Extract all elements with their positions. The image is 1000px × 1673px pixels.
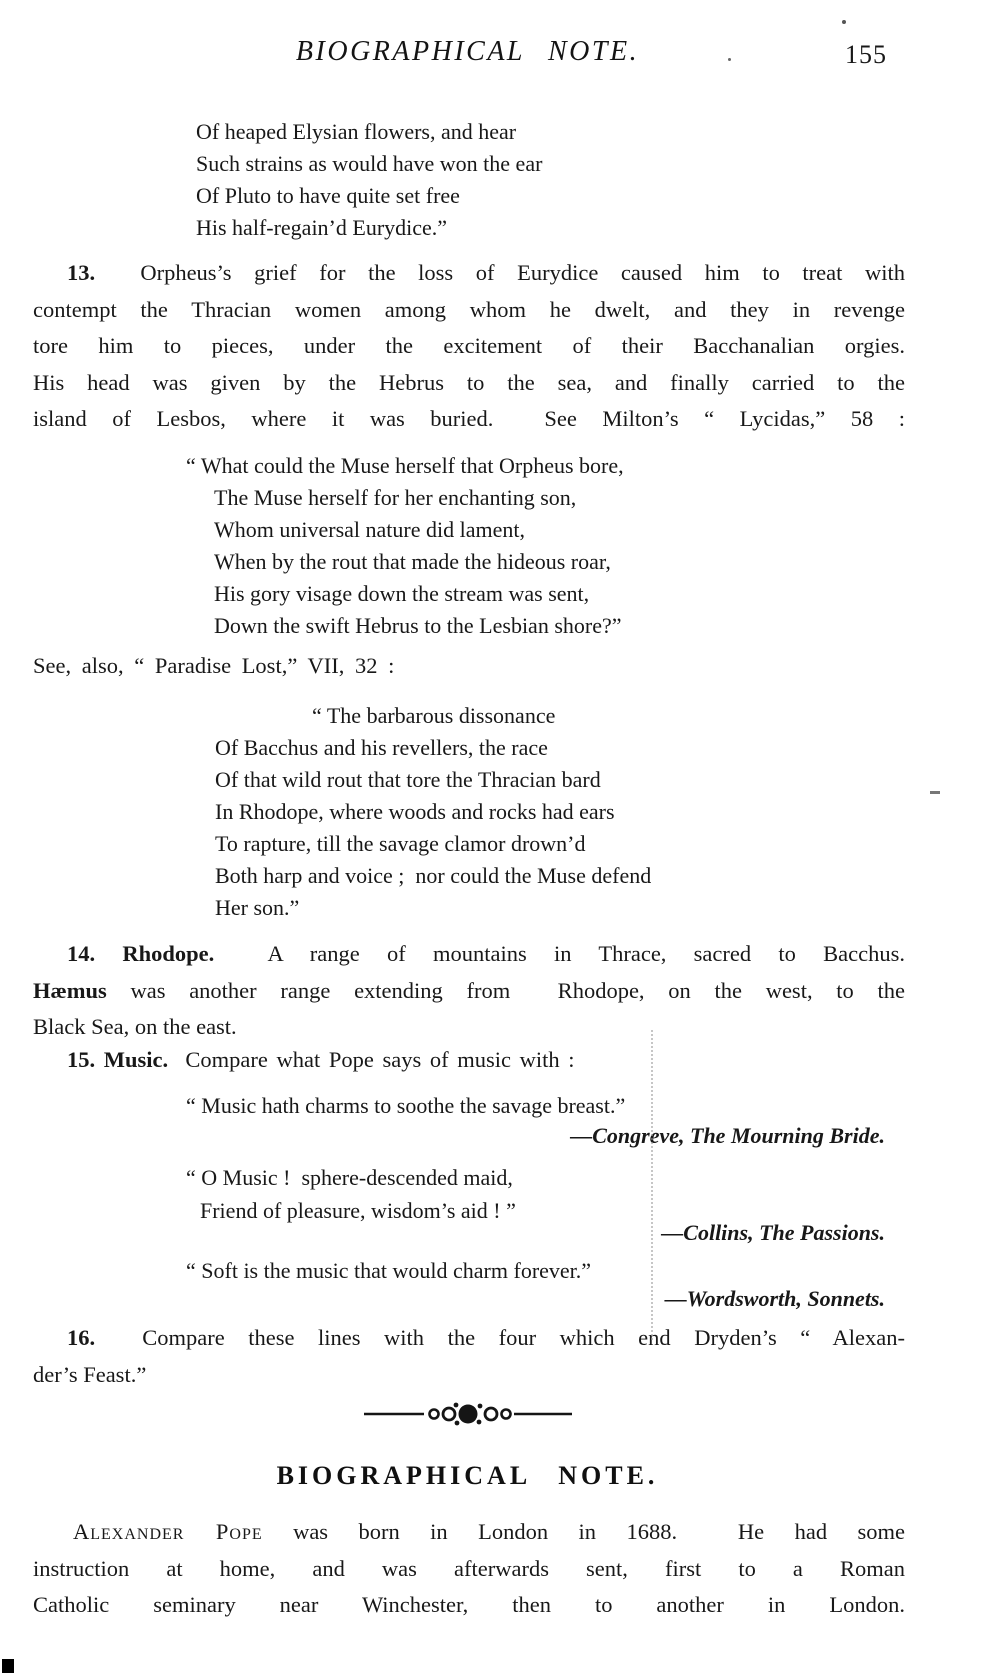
page-number: 155 [845, 40, 887, 69]
text-line: instruction at home, and was afterwards sent, first to a Roman [33, 1555, 905, 1581]
ornament-divider-icon [362, 1400, 574, 1428]
attribution-collins: —Collins, The Passions. [661, 1220, 885, 1245]
see-also-line: See, also, “ Paradise Lost,” VII, 32 : [33, 653, 395, 678]
text-line: Her son.” [215, 895, 300, 920]
note-14-paragraph [33, 936, 905, 1046]
text-line: 16. Compare these lines with the four which end Dryden’s “ Alexan- [67, 1325, 905, 1350]
bio-paragraph [33, 1514, 905, 1624]
running-head-title: BIOGRAPHICAL NOTE. [295, 36, 640, 67]
verse-elysian [196, 116, 542, 244]
text-line: “ What could the Muse herself that Orpheus bore, [186, 453, 624, 478]
attribution-wordsworth: —Wordsworth, Sonnets. [664, 1286, 885, 1311]
text-line: His head was given by the Hebrus to the sea, and finally carried to the [33, 369, 905, 395]
text-line: Such strains as would have won the ear [196, 151, 543, 176]
text-line: tore him to pieces, under the excitement of their Bacchanalian orgies. [33, 333, 905, 358]
text-line: Of Pluto to have quite set free [196, 183, 460, 208]
scan-fold-line [651, 1030, 653, 1340]
verse-paradise-lost [215, 700, 651, 924]
text-line: Hæmus was another range extending from Rhodope, on the west, to the [33, 977, 905, 1003]
text-line: contempt the Thracian women among whom he dwelt, and they in revenge [33, 296, 905, 322]
text-line: Both harp and voice ; nor could the Muse defend [215, 863, 652, 888]
text-line: Of that wild rout that tore the Thracian bard [215, 767, 601, 792]
text-line: “ Music hath charms to soothe the savage breast.” [186, 1093, 626, 1118]
section-heading: BIOGRAPHICAL NOTE. [276, 1461, 659, 1490]
ornament-divider [0, 1400, 935, 1433]
quote-wordsworth [186, 1254, 591, 1287]
text-line: Friend of pleasure, wisdom’s aid ! ” [200, 1198, 516, 1223]
text-line: der’s Feast.” [33, 1361, 147, 1387]
text-line: His half-regain’d Eurydice.” [196, 215, 448, 240]
text-line: Of heaped Elysian flowers, and hear [196, 119, 517, 144]
scan-speck-title [728, 58, 731, 61]
text-line: 13. Orpheus’s grief for the loss of Eurydice caused him to treat with [67, 260, 905, 285]
text-line: Alexander Pope was born in London in 1688. He had some [73, 1519, 906, 1544]
scan-mark-bottom-left [2, 1659, 14, 1673]
text-line: When by the rout that made the hideous roar, [214, 549, 611, 574]
text-line: island of Lesbos, where it was buried. See Milton’s “ Lycidas,” 58 : [33, 406, 905, 431]
text-line: “ O Music ! sphere-descended maid, [186, 1165, 513, 1190]
scan-speck-top [842, 20, 846, 24]
text-line: The Muse herself for her enchanting son, [214, 485, 577, 510]
note-15-paragraph [33, 1042, 905, 1079]
text-line: To rapture, till the savage clamor drown’d [215, 831, 586, 856]
note-13-paragraph [33, 255, 905, 438]
scan-dash-right [930, 791, 940, 794]
text-line: 14. Rhodope. A range of mountains in Thrace, sacred to Bacchus. [67, 941, 905, 966]
attribution-congreve: —Congreve, The Mourning Bride. [570, 1123, 885, 1148]
text-line: Black Sea, on the east. [33, 1014, 237, 1039]
text-line: Of Bacchus and his revellers, the race [215, 735, 548, 760]
text-line: His gory visage down the stream was sent, [214, 581, 590, 606]
text-line: “ Soft is the music that would charm forever.” [186, 1258, 592, 1283]
verse-lycidas [186, 450, 624, 642]
text-line: In Rhodope, where woods and rocks had ears [215, 799, 615, 824]
text-line: Catholic seminary near Winchester, then to another in London. [33, 1592, 905, 1617]
text-line: “ The barbarous dissonance [312, 703, 556, 728]
quote-congreve [186, 1089, 625, 1122]
text-line: Down the swift Hebrus to the Lesbian shore?” [214, 613, 622, 638]
text-line: 15. Music. Compare what Pope says of music with : [67, 1047, 575, 1072]
note-16-paragraph [33, 1320, 905, 1393]
text-line: Whom universal nature did lament, [214, 517, 525, 542]
